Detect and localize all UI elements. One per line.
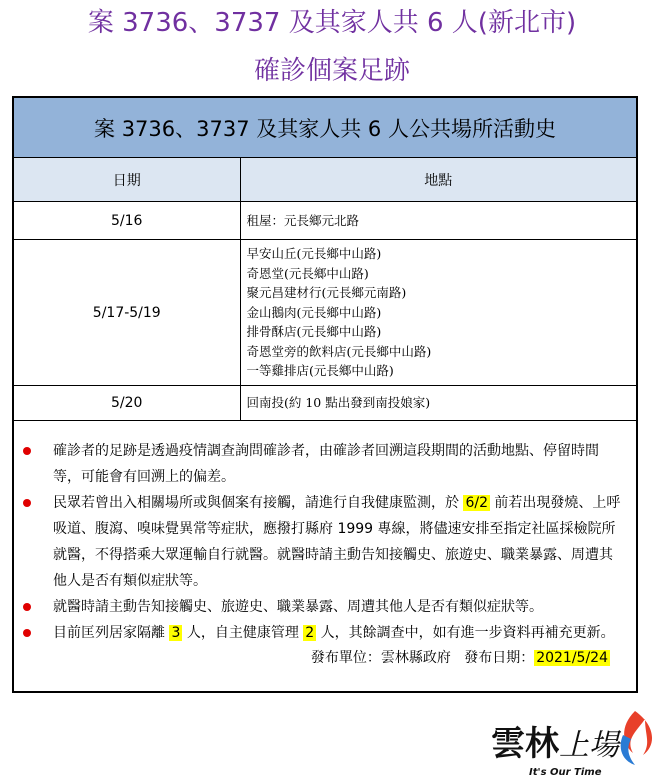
- highlight-self-monitor-count: 2: [305, 625, 315, 641]
- row-places: [240, 240, 636, 386]
- note-text: 人，自主健康管理: [182, 625, 304, 641]
- logo-script: 上場: [559, 728, 619, 763]
- place-item: 回南投(約 10 點出發到南投娘家): [246, 395, 431, 411]
- place-item: 早安山丘(元長鄉中山路): [246, 246, 382, 262]
- note-item: [14, 620, 636, 646]
- note-item: [14, 594, 636, 620]
- row-date: 5/20: [14, 386, 240, 421]
- publisher-line: [14, 646, 636, 670]
- note-text: 就醫時請主動告知接觸史、旅遊史、職業暴露、周遭其他人是否有類似症狀等。: [53, 599, 543, 615]
- publish-date: 2021/5/24: [536, 650, 608, 666]
- publish-date-label: 發布日期：: [464, 650, 535, 666]
- note-item: [14, 490, 636, 594]
- activity-panel: [12, 96, 638, 693]
- place-item: 金山鵝肉(元長鄉中山路): [246, 304, 382, 320]
- table-row: [14, 202, 636, 240]
- note-item: [14, 438, 636, 490]
- note-text: 確診者的足跡是透過疫情調查詢問確診者，由確診者回溯這段期間的活動地點、停留時間等，可能會有回溯上的偏差。: [53, 443, 599, 485]
- header-date: 日期: [14, 158, 240, 202]
- notes-list: [14, 438, 636, 670]
- table-row: [14, 240, 636, 386]
- highlight-monitor-date: 6/2: [465, 495, 488, 511]
- highlight-isolation-count: 3: [171, 625, 181, 641]
- bullet-dot-icon: [23, 499, 31, 507]
- place-item: 排骨酥店(元長鄉中山路): [246, 324, 382, 340]
- bullet-dot-icon: [23, 603, 31, 611]
- place-item: 奇恩堂旁的飲料店(元長鄉中山路): [246, 343, 432, 359]
- bullet-dot-icon: [23, 447, 31, 455]
- note-text: 目前匡列居家隔離: [53, 625, 170, 641]
- place-item: 租屋：元長鄉元北路: [246, 212, 360, 228]
- publisher-unit: 發布單位：雲林縣政府: [310, 650, 451, 666]
- place-item: 聚元昌建材行(元長鄉元南路): [246, 285, 407, 301]
- bullet-dot-icon: [23, 629, 31, 637]
- row-date: 5/17-5/19: [14, 240, 240, 386]
- row-places: [240, 386, 636, 421]
- flame-blue-icon: [621, 735, 635, 765]
- header-place: 地點: [240, 158, 636, 202]
- row-places: [240, 202, 636, 240]
- place-item: 奇恩堂(元長鄉中山路): [246, 265, 369, 281]
- table-banner: 案 3736、3737 及其家人共 6 人公共場所活動史: [14, 98, 636, 158]
- page-title: 案 3736、3737 及其家人共 6 人(新北市): [87, 8, 577, 38]
- note-text: 民眾若曾出入相關場所或與個案有接觸，請進行自我健康監測，於: [53, 495, 464, 511]
- logo-tagline: It's Our Time: [529, 767, 602, 778]
- note-text: 人，其餘調查中，如有進一步資料再補充更新。: [316, 625, 615, 641]
- table-row: [14, 386, 636, 421]
- note-text: 前若出現發燒、上呼吸道、腹瀉、嗅味覺異常等症狀，應撥打縣府 1999 專線，將儘速安排至指定社區採檢院所就醫，不得搭乘大眾運輸自行就醫。就醫時請主動告知接觸史、旅遊史、職業暴露、周遭其他人是否有類似症狀等。: [53, 495, 621, 589]
- place-item: 一等雞排店(元長鄉中山路): [246, 363, 394, 379]
- activity-table: [14, 98, 636, 421]
- row-date: 5/16: [14, 202, 240, 240]
- yunlin-logo: [485, 705, 655, 781]
- logo-text: 雲林: [491, 724, 559, 764]
- page-subtitle: 確診個案足跡: [253, 56, 410, 86]
